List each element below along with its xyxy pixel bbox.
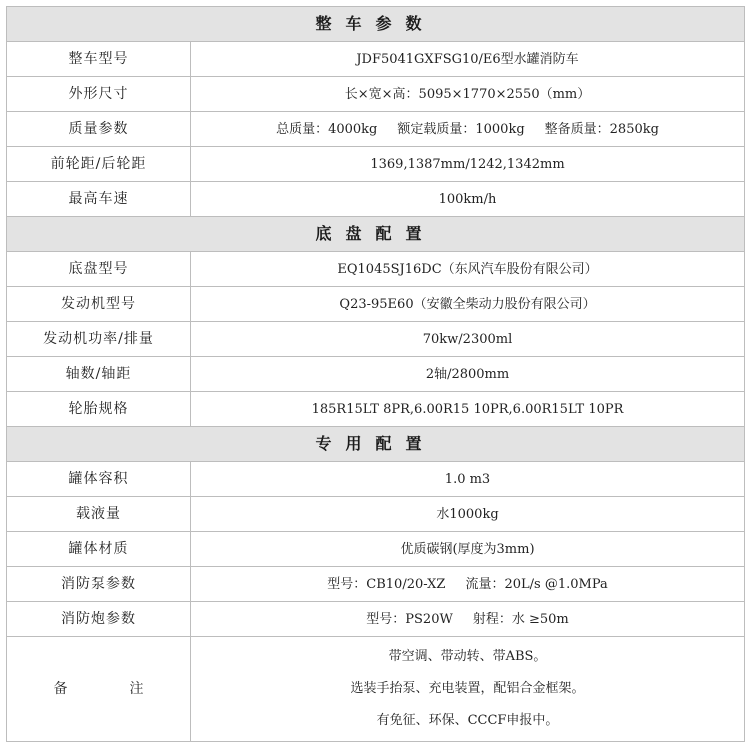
max-speed-value: 100km/h [191, 182, 745, 217]
table-row [7, 322, 745, 357]
remark-line: 选装手抬泵、充电装置，配铝合金框架。 [350, 681, 585, 696]
pump-value [191, 567, 745, 602]
liquid-load-label: 载液量 [7, 497, 191, 532]
table-row [7, 287, 745, 322]
table-row [7, 462, 745, 497]
table-row [7, 532, 745, 567]
tank-volume-value: 1.0 m3 [191, 462, 745, 497]
table-row [7, 42, 745, 77]
table-row [7, 77, 745, 112]
pump-label: 消防泵参数 [7, 567, 191, 602]
chassis-model-label: 底盘型号 [7, 252, 191, 287]
table-row [7, 252, 745, 287]
liquid-load-value: 水1000kg [191, 497, 745, 532]
axle-value: 2轴/2800mm [191, 357, 745, 392]
table-row [7, 112, 745, 147]
track-value: 1369,1387mm/1242,1342mm [191, 147, 745, 182]
dimensions-value: 长×宽×高：5095×1770×2550（mm） [191, 77, 745, 112]
tank-material-value: 优质碳钢(厚度为3mm) [191, 532, 745, 567]
max-speed-label: 最高车速 [7, 182, 191, 217]
vehicle-model-value: JDF5041GXFSG10/E6型水罐消防车 [191, 42, 745, 77]
mass-rated: 额定载质量：1000kg [397, 121, 525, 137]
section-header-vehicle [7, 7, 745, 42]
remarks-label-char-1: 备 [53, 681, 68, 697]
table-row [7, 392, 745, 427]
monitor-value [191, 602, 745, 637]
section-title-vehicle: 整车参数 [7, 7, 745, 42]
pump-flow: 流量：20L/s @1.0MPa [465, 576, 608, 592]
dimensions-label: 外形尺寸 [7, 77, 191, 112]
tank-volume-label: 罐体容积 [7, 462, 191, 497]
mass-total: 总质量：4000kg [276, 121, 378, 137]
remarks-value [191, 637, 745, 742]
monitor-model: 型号：PS20W [366, 611, 453, 627]
table-row [7, 182, 745, 217]
tire-value: 185R15LT 8PR,6.00R15 10PR,6.00R15LT 10PR [191, 392, 745, 427]
mass-value [191, 112, 745, 147]
remarks-label-char-2: 注 [129, 681, 144, 697]
remarks-row [7, 637, 745, 742]
section-title-chassis: 底盘配置 [7, 217, 745, 252]
engine-power-value: 70kw/2300ml [191, 322, 745, 357]
tank-material-label: 罐体材质 [7, 532, 191, 567]
engine-power-label: 发动机功率/排量 [7, 322, 191, 357]
mass-curb: 整备质量：2850kg [544, 121, 659, 137]
spec-table [6, 6, 745, 742]
monitor-label: 消防炮参数 [7, 602, 191, 637]
remarks-label [7, 637, 191, 742]
table-row [7, 357, 745, 392]
pump-model: 型号：CB10/20-XZ [327, 576, 446, 592]
track-label: 前轮距/后轮距 [7, 147, 191, 182]
engine-model-value: Q23-95E60（安徽全柴动力股份有限公司） [191, 287, 745, 322]
table-row [7, 567, 745, 602]
remark-line: 有免征、环保、CCCF申报中。 [376, 713, 559, 728]
engine-model-label: 发动机型号 [7, 287, 191, 322]
section-title-special: 专用配置 [7, 427, 745, 462]
axle-label: 轴数/轴距 [7, 357, 191, 392]
vehicle-model-label: 整车型号 [7, 42, 191, 77]
table-row [7, 147, 745, 182]
chassis-model-value: EQ1045SJ16DC（东风汽车股份有限公司） [191, 252, 745, 287]
tire-label: 轮胎规格 [7, 392, 191, 427]
monitor-range: 射程：水 ≥50m [472, 611, 569, 627]
section-header-special [7, 427, 745, 462]
mass-label: 质量参数 [7, 112, 191, 147]
table-row [7, 602, 745, 637]
section-header-chassis [7, 217, 745, 252]
table-row [7, 497, 745, 532]
remark-line: 带空调、带动转、带ABS。 [388, 649, 547, 664]
